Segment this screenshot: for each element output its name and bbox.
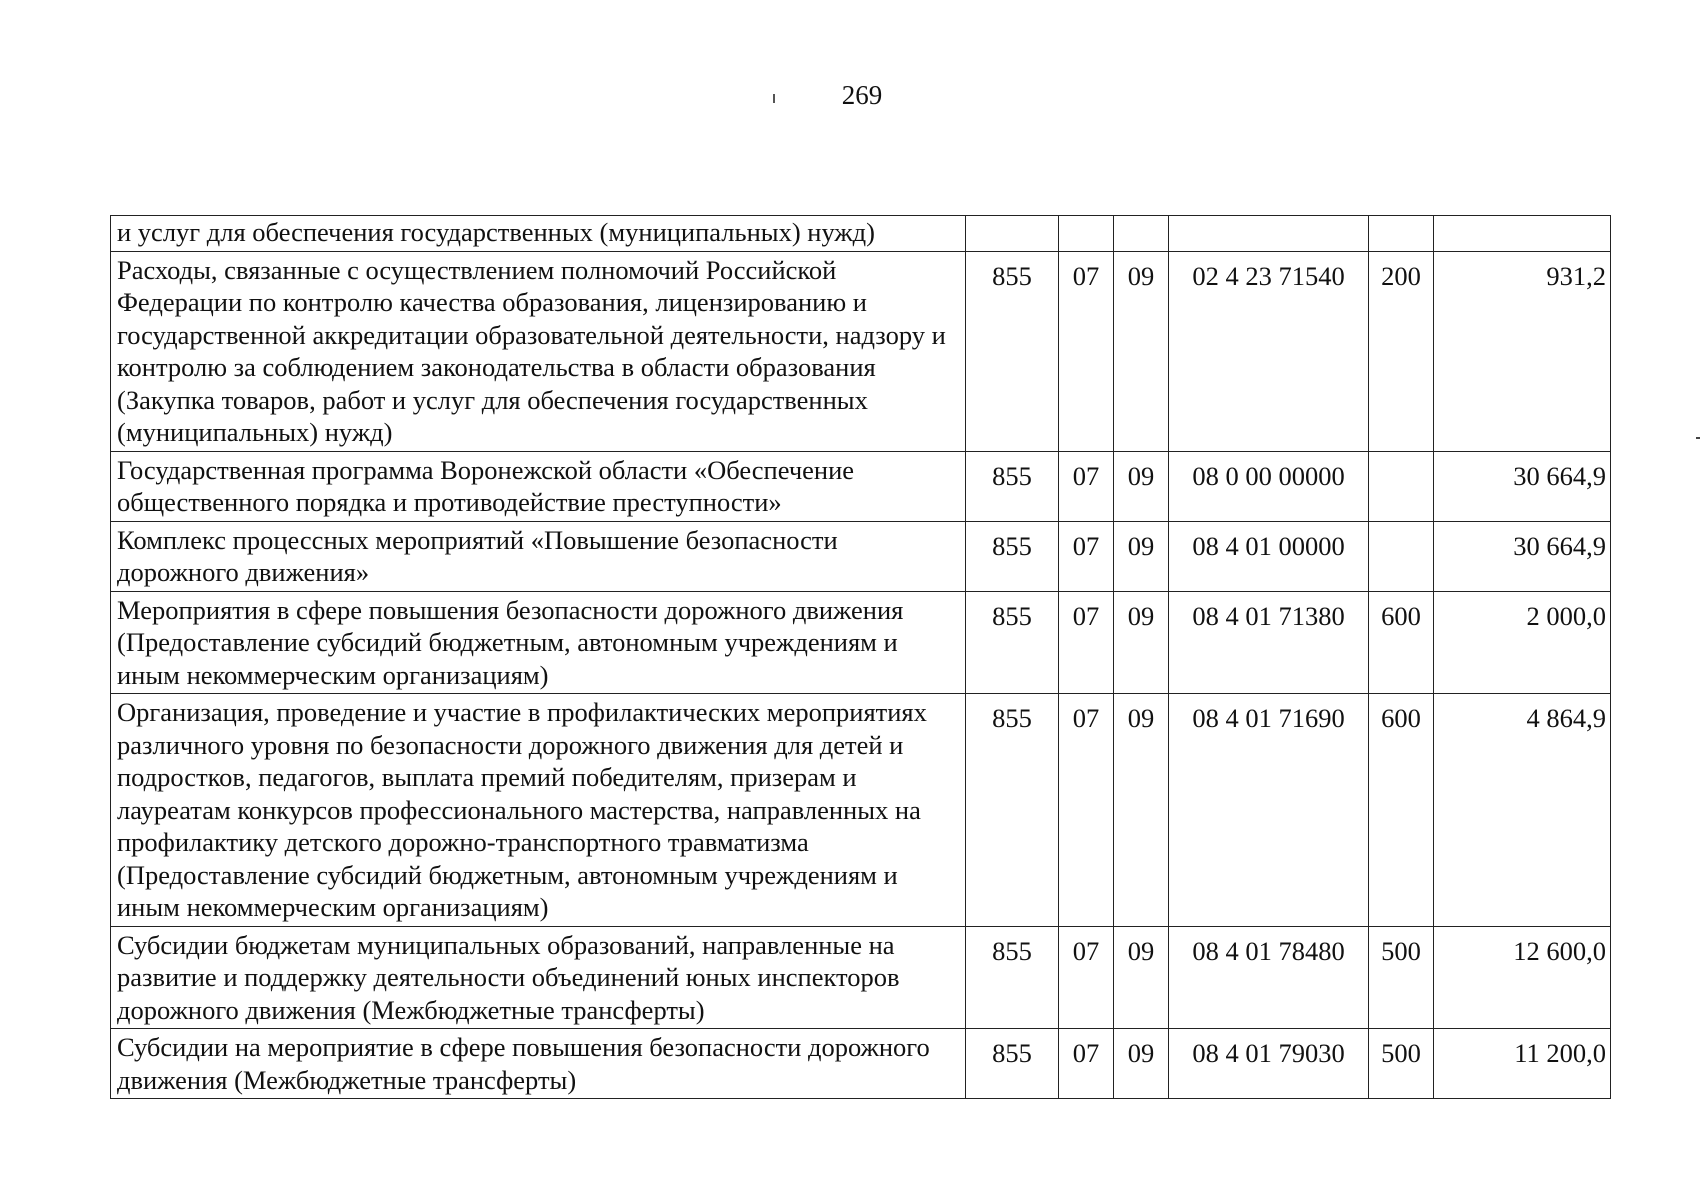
subsection-code: 09 xyxy=(1114,694,1169,927)
amount: 2 000,0 xyxy=(1434,591,1611,694)
table-row xyxy=(111,521,1611,591)
target-code: 08 4 01 00000 xyxy=(1169,521,1369,591)
ministry-code: 855 xyxy=(966,451,1059,521)
target-code: 08 4 01 79030 xyxy=(1169,1029,1369,1099)
section-code: 07 xyxy=(1059,251,1114,451)
ministry-code: 855 xyxy=(966,926,1059,1029)
ministry-code xyxy=(966,216,1059,252)
section-code: 07 xyxy=(1059,694,1114,927)
amount: 11 200,0 xyxy=(1434,1029,1611,1099)
expense-type-code: 600 xyxy=(1369,694,1434,927)
section-code: 07 xyxy=(1059,521,1114,591)
amount: 30 664,9 xyxy=(1434,521,1611,591)
section-code: 07 xyxy=(1059,591,1114,694)
ministry-code: 855 xyxy=(966,521,1059,591)
expense-type-code: 500 xyxy=(1369,1029,1434,1099)
section-code: 07 xyxy=(1059,926,1114,1029)
table-row xyxy=(111,591,1611,694)
amount xyxy=(1434,216,1611,252)
row-name: Организация, проведение и участие в профилактических мероприятиях различного уровня по безопасности дорожного движения для детей и подростков, педагогов, выплата премий победителям, призерам и лауреатам конкурсов профессионального мастерства, направленных на профилактику детского дорожно-транспортного травматизма (Предоставление субсидий бюджетным, автономным учреждениям и иным некоммерческим организациям) xyxy=(111,694,966,927)
ministry-code: 855 xyxy=(966,591,1059,694)
table-row xyxy=(111,1029,1611,1099)
subsection-code: 09 xyxy=(1114,451,1169,521)
ministry-code: 855 xyxy=(966,1029,1059,1099)
table-row xyxy=(111,451,1611,521)
subsection-code: 09 xyxy=(1114,1029,1169,1099)
target-code: 02 4 23 71540 xyxy=(1169,251,1369,451)
amount: 12 600,0 xyxy=(1434,926,1611,1029)
ministry-code: 855 xyxy=(966,694,1059,927)
ministry-code: 855 xyxy=(966,251,1059,451)
subsection-code: 09 xyxy=(1114,926,1169,1029)
section-code xyxy=(1059,216,1114,252)
target-code: 08 4 01 71380 xyxy=(1169,591,1369,694)
subsection-code: 09 xyxy=(1114,521,1169,591)
expense-type-code: 500 xyxy=(1369,926,1434,1029)
expense-type-code xyxy=(1369,216,1434,252)
target-code xyxy=(1169,216,1369,252)
row-name: Мероприятия в сфере повышения безопасности дорожного движения (Предоставление субсидий бюджетным, автономным учреждениям и иным некоммерческим организациям) xyxy=(111,591,966,694)
row-name: Субсидии бюджетам муниципальных образований, направленные на развитие и поддержку деятельности объединений юных инспекторов дорожного движения (Межбюджетные трансферты) xyxy=(111,926,966,1029)
table-row xyxy=(111,926,1611,1029)
row-name: Государственная программа Воронежской области «Обеспечение общественного порядка и противодействие преступности» xyxy=(111,451,966,521)
expense-type-code xyxy=(1369,521,1434,591)
row-name: Расходы, связанные с осуществлением полномочий Российской Федерации по контролю качества образования, лицензированию и государственной аккредитации образовательной деятельности, надзору и контролю за соблюдением законодательства в области образования (Закупка товаров, работ и услуг для обеспечения государственных (муниципальных) нужд) xyxy=(111,251,966,451)
amount: 4 864,9 xyxy=(1434,694,1611,927)
page-number: 269 xyxy=(841,80,883,110)
section-code: 07 xyxy=(1059,1029,1114,1099)
expense-type-code xyxy=(1369,451,1434,521)
subsection-code: 09 xyxy=(1114,591,1169,694)
table-row xyxy=(111,251,1611,451)
expense-type-code: 200 xyxy=(1369,251,1434,451)
target-code: 08 4 01 78480 xyxy=(1169,926,1369,1029)
budget-table xyxy=(110,215,1611,1099)
row-name: Субсидии на мероприятие в сфере повышения безопасности дорожного движения (Межбюджетные трансферты) xyxy=(111,1029,966,1099)
amount: 931,2 xyxy=(1434,251,1611,451)
subsection-code: 09 xyxy=(1114,251,1169,451)
section-code: 07 xyxy=(1059,451,1114,521)
scan-mark xyxy=(1696,437,1700,439)
expense-type-code: 600 xyxy=(1369,591,1434,694)
target-code: 08 0 00 00000 xyxy=(1169,451,1369,521)
table-row xyxy=(111,216,1611,252)
subsection-code xyxy=(1114,216,1169,252)
row-name: Комплекс процессных мероприятий «Повышение безопасности дорожного движения» xyxy=(111,521,966,591)
target-code: 08 4 01 71690 xyxy=(1169,694,1369,927)
scan-mark xyxy=(773,94,775,103)
table-row xyxy=(111,694,1611,927)
row-name: и услуг для обеспечения государственных (муниципальных) нужд) xyxy=(111,216,966,252)
amount: 30 664,9 xyxy=(1434,451,1611,521)
